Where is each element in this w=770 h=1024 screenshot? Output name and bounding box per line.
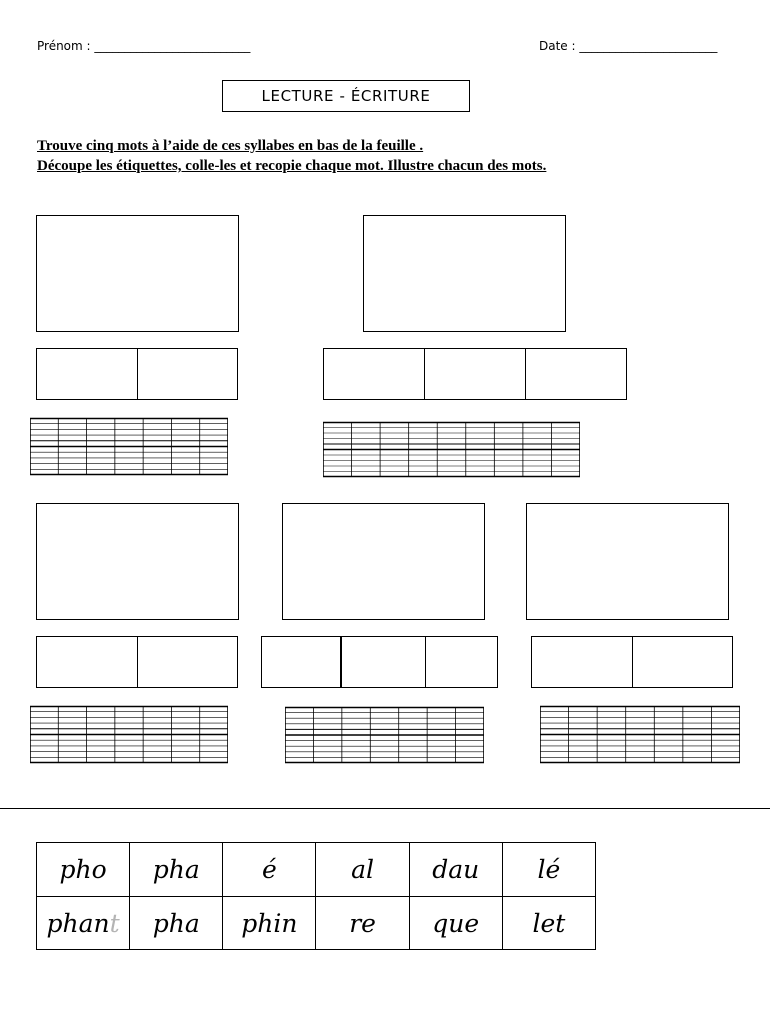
syllable-cell xyxy=(410,897,503,950)
syllable-cell xyxy=(223,843,316,897)
syllable-table xyxy=(36,842,596,950)
syllable-cell xyxy=(503,843,596,897)
handwriting-lines xyxy=(30,418,228,475)
syllable-text xyxy=(46,908,120,938)
handwriting-lines xyxy=(323,422,580,477)
syllable-text: que xyxy=(432,908,480,938)
syllable-label-row xyxy=(261,636,498,688)
illustration-box xyxy=(36,215,239,332)
syllable-slot xyxy=(37,349,137,399)
syllable-text: al xyxy=(351,855,375,884)
syllable-slot xyxy=(532,637,632,687)
syllable-label-row xyxy=(36,348,238,400)
syllable-cell xyxy=(130,897,223,950)
syllable-label-row xyxy=(36,636,238,688)
syllable-cell xyxy=(130,843,223,897)
syllable-text-main: phan xyxy=(46,908,110,938)
handwriting-lines xyxy=(285,707,484,763)
syllable-label-row xyxy=(323,348,627,400)
syllable-cell xyxy=(37,897,130,950)
handwriting-lines xyxy=(540,706,740,763)
handwriting-lines xyxy=(30,706,228,763)
syllable-slot xyxy=(137,349,238,399)
first-name-label: Prénom : __________________________ xyxy=(37,39,251,53)
syllable-cell xyxy=(316,843,409,897)
syllable-text: pho xyxy=(59,855,107,884)
syllable-slot xyxy=(525,349,626,399)
syllable-text: re xyxy=(349,908,376,938)
syllable-cell xyxy=(37,843,130,897)
instructions xyxy=(37,136,757,176)
syllable-text: é xyxy=(262,855,277,884)
illustration-box xyxy=(526,503,729,620)
syllable-cell xyxy=(223,897,316,950)
syllable-slot xyxy=(262,637,340,687)
syllable-text: dau xyxy=(432,855,480,884)
syllable-text-faded-letter: t xyxy=(109,908,120,938)
syllable-slot xyxy=(37,637,137,687)
illustration-box xyxy=(363,215,566,332)
date-label: Date : _______________________ xyxy=(539,39,718,53)
syllable-text: lé xyxy=(537,855,561,884)
syllable-slot xyxy=(324,349,424,399)
syllable-text: phin xyxy=(241,908,298,938)
syllable-slot xyxy=(137,637,238,687)
worksheet-title-text: LECTURE - ÉCRITURE xyxy=(261,87,431,105)
worksheet-title xyxy=(222,80,470,112)
instruction-line-2: Découpe les étiquettes, colle-les et recopie chaque mot. Illustre chacun des mots. xyxy=(37,158,547,174)
syllable-text: let xyxy=(532,908,566,938)
instruction-line-1: Trouve cinq mots à l’aide de ces syllabes en bas de la feuille . xyxy=(37,138,424,154)
syllable-cell xyxy=(316,897,409,950)
illustration-box xyxy=(282,503,485,620)
syllable-label-row xyxy=(531,636,733,688)
syllable-text: pha xyxy=(152,855,200,884)
syllable-slot xyxy=(340,637,424,687)
illustration-box xyxy=(36,503,239,620)
syllable-slot xyxy=(425,637,497,687)
syllable-cell xyxy=(503,897,596,950)
syllable-text: pha xyxy=(152,908,200,938)
syllable-slot xyxy=(424,349,525,399)
cut-line xyxy=(0,808,770,809)
syllable-cell xyxy=(410,843,503,897)
syllable-slot xyxy=(632,637,733,687)
